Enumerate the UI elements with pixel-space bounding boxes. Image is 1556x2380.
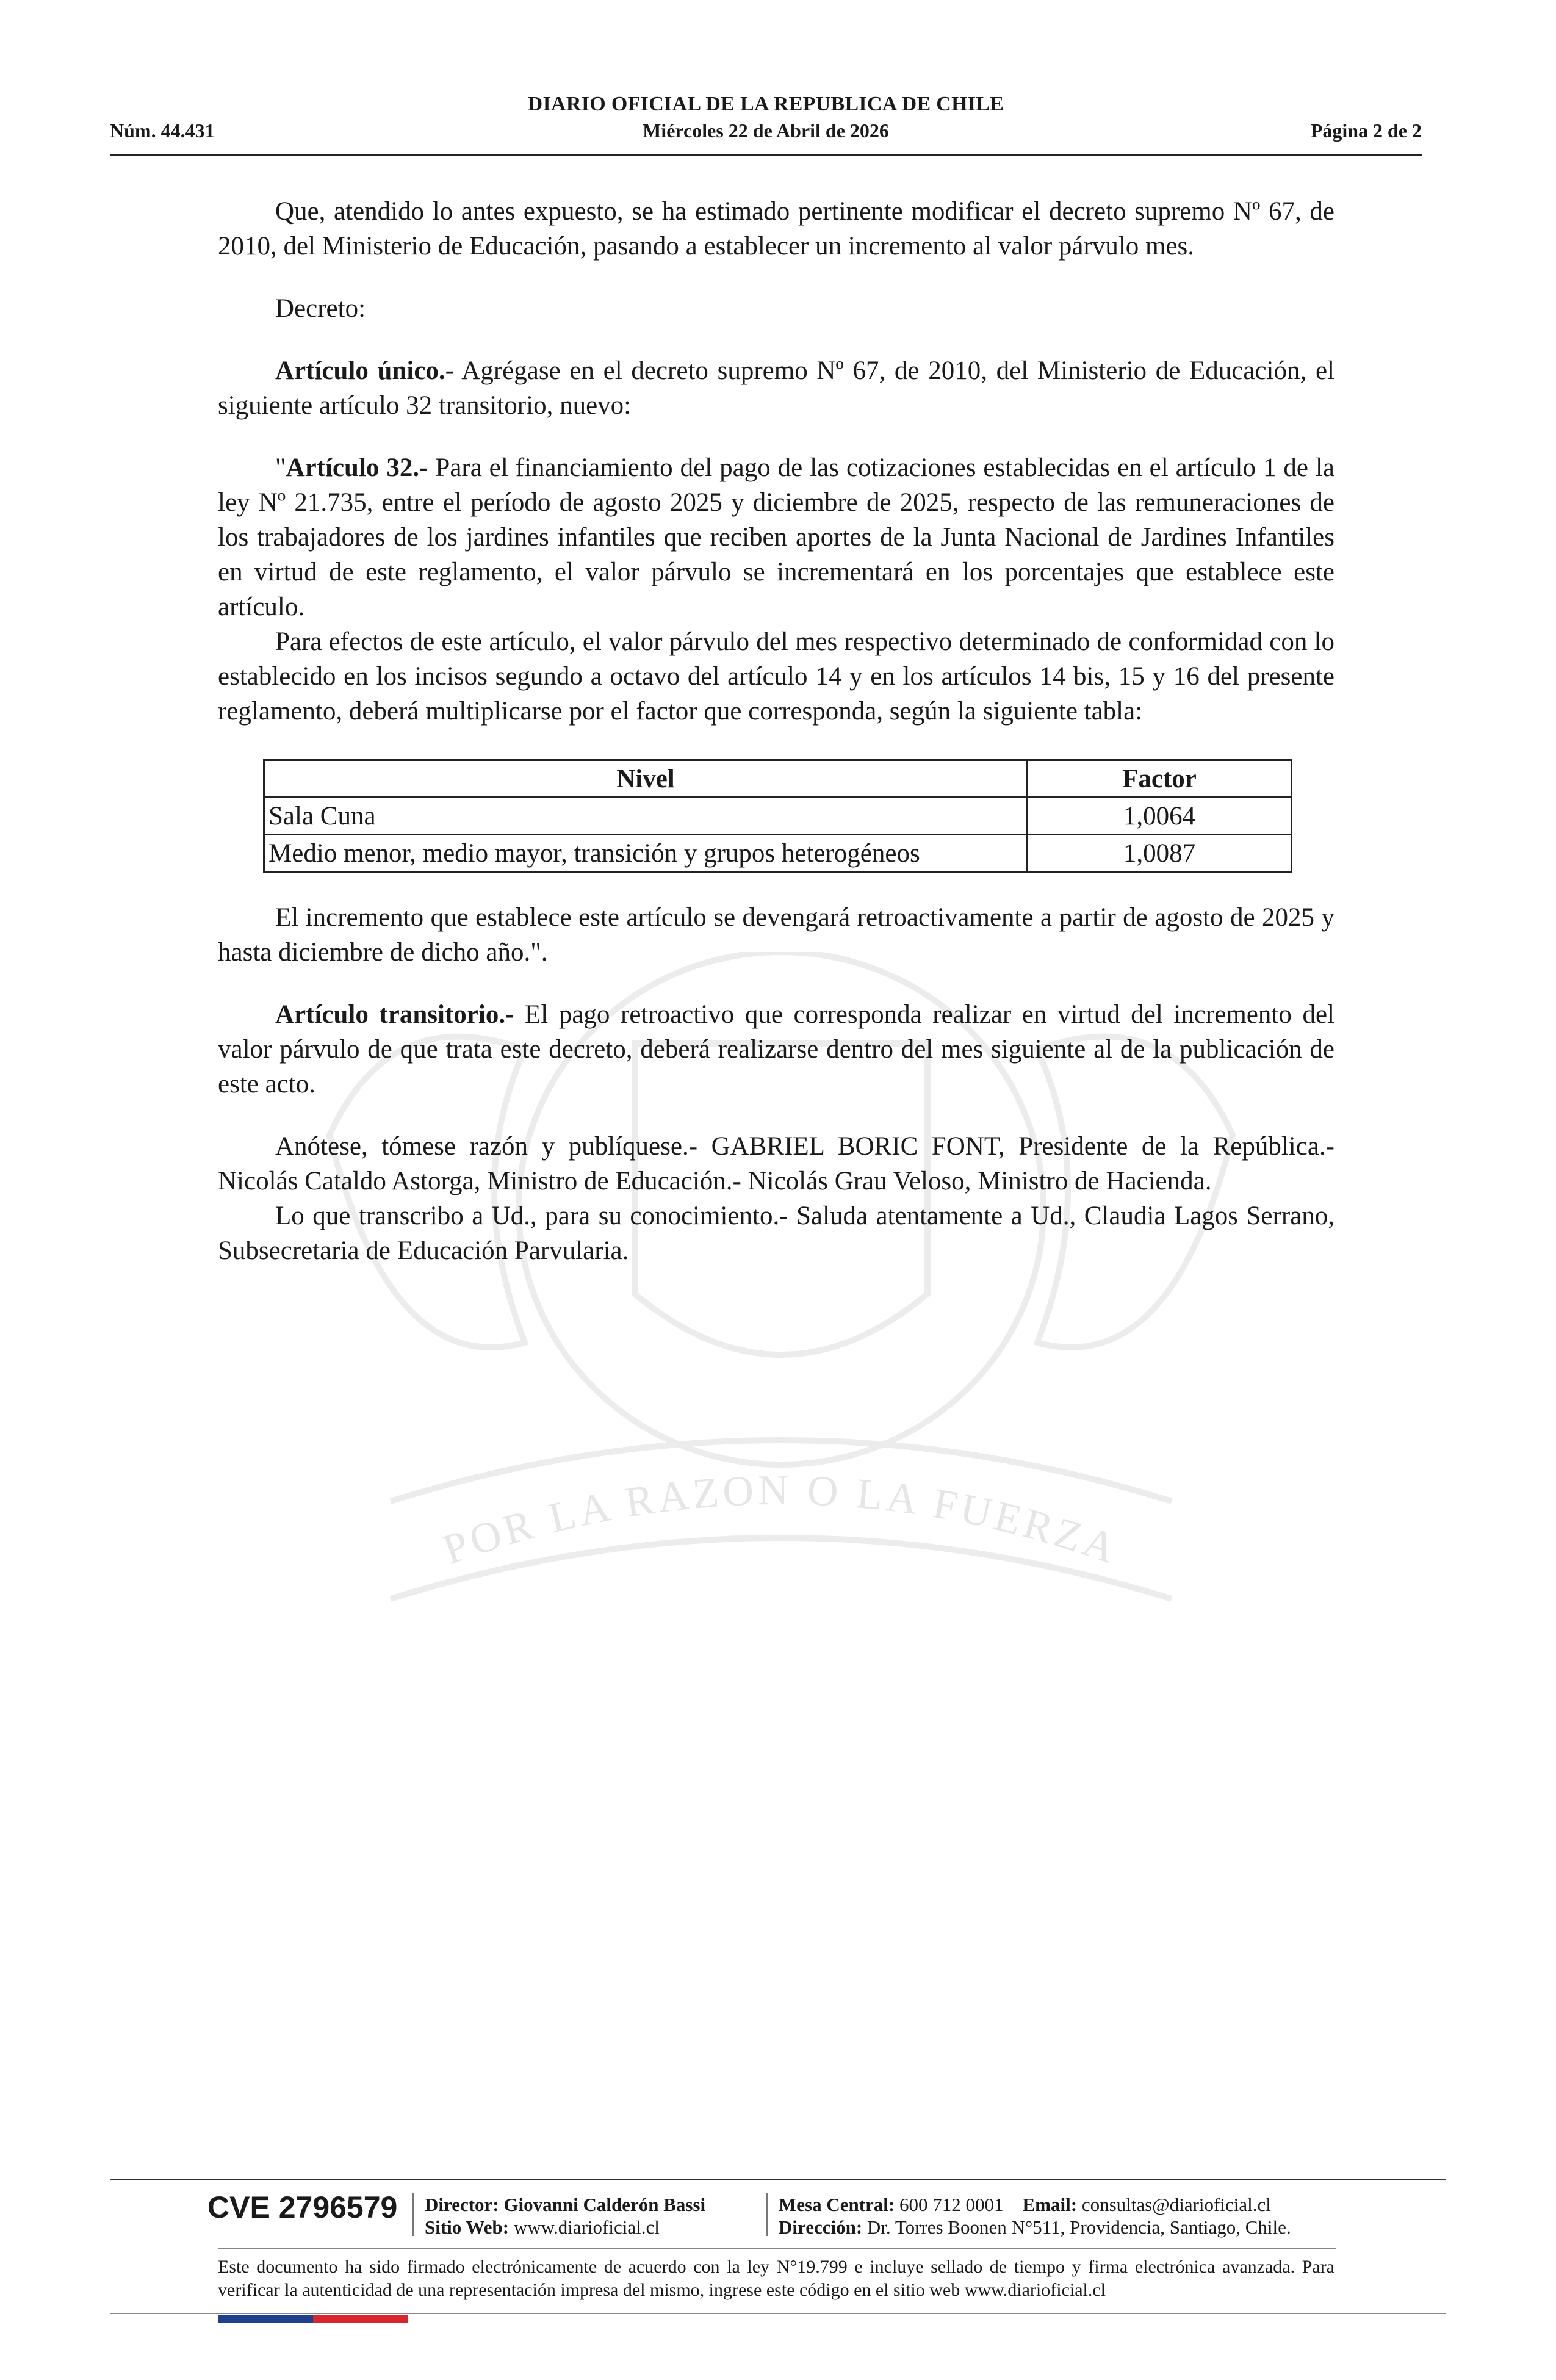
page-number: Página 2 de 2 (1310, 120, 1422, 142)
articulo-transitorio-label: Artículo transitorio.- (275, 1000, 514, 1029)
document-body (218, 194, 1334, 1268)
articulo-32-label: Artículo 32.- (286, 453, 428, 482)
mesa-label: Mesa Central: (779, 2194, 895, 2215)
paragraph-articulo-32 (218, 450, 1334, 624)
articulo-unico-label: Artículo único.- (275, 356, 454, 385)
footer-divider-bottom (110, 2313, 1446, 2314)
direccion-value: Dr. Torres Boonen N°511, Providencia, Santiago, Chile. (862, 2216, 1291, 2238)
issue-number: Núm. 44.431 (110, 120, 215, 142)
articulo-transitorio-text: El pago retroactivo que corresponda realizar en virtud del incremento del valor párvulo de que trata este decreto, deberá realizarse dentro del mes siguiente al de la publicación de este acto. (218, 1000, 1334, 1098)
issue-date: Miércoles 22 de Abril de 2026 (643, 120, 889, 142)
cve-code: CVE 2796579 (207, 2190, 398, 2224)
footer-divider-middle (218, 2248, 1336, 2249)
newspaper-title: DIARIO OFICIAL DE LA REPUBLICA DE CHILE (527, 93, 1004, 115)
direccion-label: Dirección: (779, 2216, 863, 2238)
paragraph-decreto: Decreto: (275, 294, 366, 323)
table-header-nivel: Nivel (264, 760, 1028, 798)
articulo-unico-text: Agrégase en el decreto supremo Nº 67, de 2010, del Ministerio de Educación, el siguiente artículo 32 transitorio, nuevo: (218, 356, 1334, 420)
footer-divider-top (110, 2179, 1446, 2180)
table-row (264, 798, 1292, 835)
email-link[interactable]: consultas@diarioficial.cl (1077, 2194, 1271, 2215)
footer-separator (412, 2193, 414, 2236)
flag-red-segment (313, 2315, 408, 2323)
paragraph-transcribo: Lo que transcribo a Ud., para su conocimiento.- Saluda atentamente a Ud., Claudia Lagos Serrano, Subsecretaria de Educación Parvularia. (218, 1202, 1334, 1265)
paragraph-articulo-unico (218, 353, 1334, 423)
paragraph-incremento: El incremento que establece este artículo se devengará retroactivamente a partir de agosto de 2025 y hasta diciembre de dicho año.". (218, 903, 1334, 967)
table-cell-nivel: Sala Cuna (264, 798, 1028, 835)
web-label: Sitio Web: (425, 2216, 510, 2238)
director-label: Director: (425, 2194, 499, 2215)
header-divider (110, 154, 1422, 156)
flag-color-bar (218, 2315, 408, 2323)
open-quote: " (275, 453, 286, 482)
table-cell-factor: 1,0087 (1028, 835, 1292, 872)
footer-director-block (425, 2193, 705, 2238)
web-link[interactable]: www.diarioficial.cl (509, 2216, 660, 2238)
flag-blue-segment (218, 2315, 313, 2323)
footer-separator (766, 2193, 768, 2236)
paragraph-articulo-transitorio (218, 997, 1334, 1102)
factor-table (263, 759, 1292, 873)
director-value: Giovanni Calderón Bassi (499, 2194, 706, 2215)
table-row (264, 835, 1292, 872)
paragraph-considerando: Que, atendido lo antes expuesto, se ha estimado pertinente modificar el decreto supremo Nº 67, de 2010, del Ministerio de Educación, pasando a establecer un incremento al valor párvulo mes. (218, 197, 1334, 261)
table-cell-nivel: Medio menor, medio mayor, transición y grupos heterogéneos (264, 835, 1028, 872)
table-header-factor: Factor (1028, 760, 1292, 798)
paragraph-anotese: Anótese, tómese razón y publíquese.- GABRIEL BORIC FONT, Presidente de la República.- Nicolás Cataldo Astorga, Ministro de Educación.- Nicolás Grau Veloso, Ministro de Hacienda. (218, 1132, 1334, 1195)
mesa-value: 600 712 0001 (895, 2194, 1004, 2215)
table-cell-factor: 1,0064 (1028, 798, 1292, 835)
email-label: Email: (1022, 2194, 1078, 2215)
articulo-32-text: Para el financiamiento del pago de las cotizaciones establecidas en el artículo 1 de la ley Nº 21.735, entre el período de agosto 2025 y diciembre de 2025, respecto de las remuneraciones de los trabajadores de los jardines infantiles que reciben aportes de la Junta Nacional de Jardines Infantiles en virtud de este reglamento, el valor párvulo se incrementará en los porcentajes que establece este artículo. (218, 453, 1335, 621)
paragraph-efectos: Para efectos de este artículo, el valor párvulo del mes respectivo determinado de conformidad con lo establecido en los incisos segundo a octavo del artículo 14 y en los artículos 14 bis, 15 y 16 del presente reglamento, deberá multiplicarse por el factor que corresponda, según la siguiente tabla: (218, 627, 1334, 726)
watermark-motto: POR LA RAZON O LA FUERZA (437, 1466, 1125, 1574)
footer-contact-block (779, 2193, 1291, 2238)
electronic-signature-note: Este documento ha sido firmado electrónicamente de acuerdo con la ley N°19.799 e incluye sellado de tiempo y firma electrónica avanzada. Para verificar la autenticidad de una representación impresa del mismo, ingrese este código en el sitio web www.diarioficial.cl (218, 2257, 1334, 2300)
table-header-row (264, 760, 1292, 798)
